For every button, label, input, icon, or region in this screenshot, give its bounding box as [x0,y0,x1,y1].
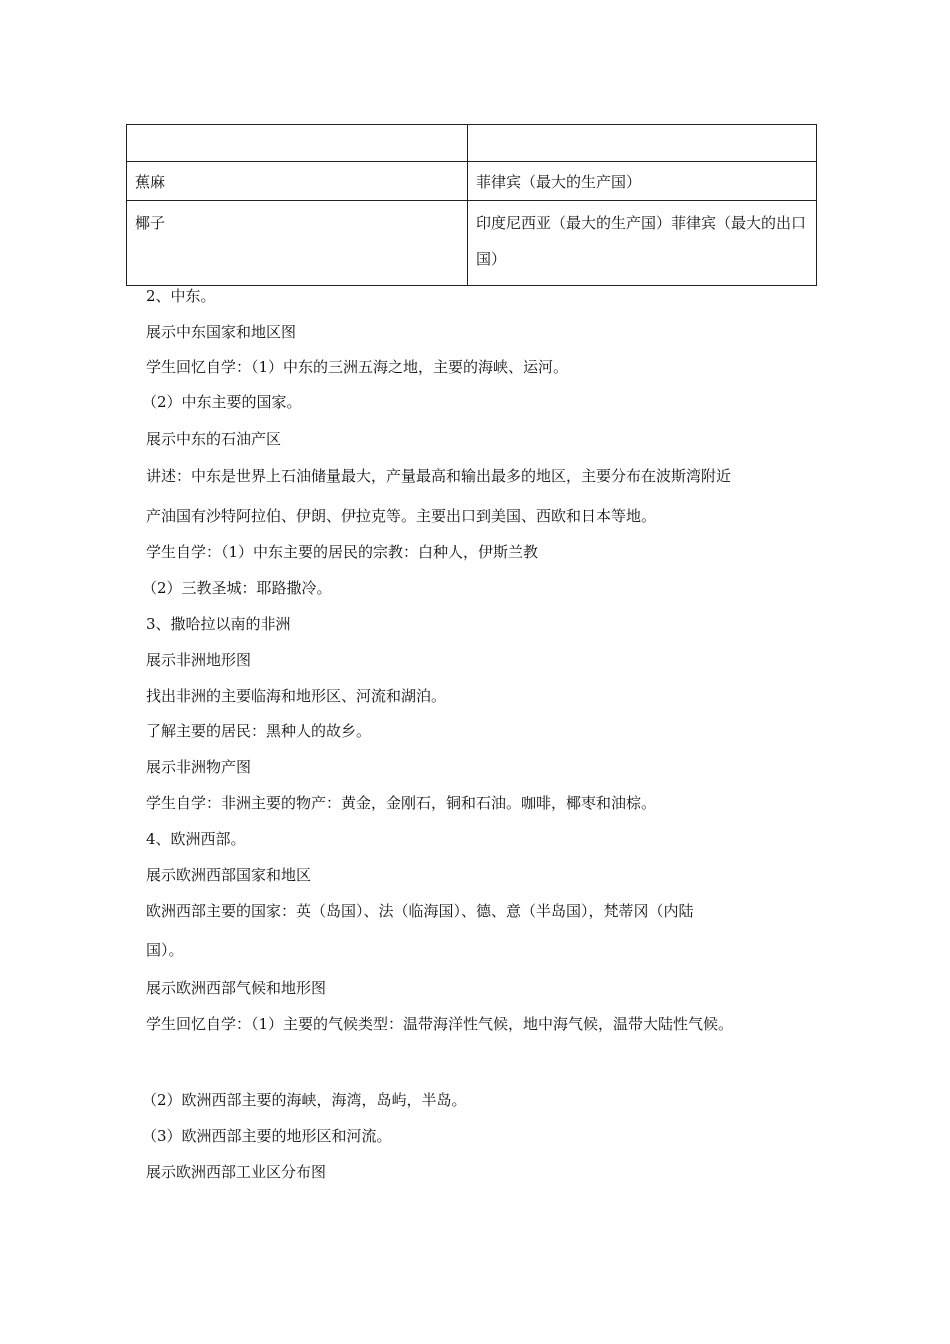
table-row [127,201,817,286]
paragraph-line: （2）三教圣城：耶路撒冷。 [142,579,332,597]
table-cell-country: 印度尼西亚（最大的生产国）菲律宾（最大的出口国） [468,201,817,286]
paragraph-line: （2）中东主要的国家。 [142,393,302,411]
paragraph-line: 找出非洲的主要临海和地形区、河流和湖泊。 [146,687,447,705]
table-row [127,125,817,162]
table-cell-crop: 蕉麻 [127,162,468,201]
paragraph-line: 展示欧洲西部工业区分布图 [146,1163,327,1181]
paragraph-line: 展示欧洲西部国家和地区 [146,866,312,884]
table-row [127,162,817,201]
paragraph-line: 展示非洲地形图 [146,651,252,669]
paragraph-line: 学生回忆自学：（1）主要的气候类型：温带海洋性气候，地中海气候，温带大陆性气候。 [146,1015,734,1033]
table-cell-country: 菲律宾（最大的生产国） [468,162,817,201]
paragraph-line: 学生回忆自学：（1）中东的三洲五海之地，主要的海峡、运河。 [146,358,569,376]
paragraph-line: 展示中东国家和地区图 [146,323,297,341]
section-heading-africa: 3、撒哈拉以南的非洲 [146,615,291,633]
paragraph-line: （2）欧洲西部主要的海峡，海湾，岛屿，半岛。 [142,1091,467,1109]
paragraph-line: 欧洲西部主要的国家：英（岛国）、法（临海国）、德、意（半岛国），梵蒂冈（内陆 [146,902,694,920]
paragraph-line: （3）欧洲西部主要的地形区和河流。 [142,1127,392,1145]
paragraph-line: 产油国有沙特阿拉伯、伊朗、伊拉克等。主要出口到美国、西欧和日本等地。 [146,507,657,525]
section-heading-western-europe: 4、欧洲西部。 [146,830,246,848]
paragraph-line: 国）。 [146,941,184,959]
paragraph-line: 展示欧洲西部气候和地形图 [146,979,327,997]
section-heading-middle-east: 2、中东。 [146,287,216,305]
table-cell-crop: 椰子 [127,201,468,286]
crop-table [126,124,817,286]
paragraph-line: 学生自学：非洲主要的物产：黄金，金刚石，铜和石油。咖啡，椰枣和油棕。 [146,794,657,812]
paragraph-line: 了解主要的居民：黑种人的故乡。 [146,722,372,740]
paragraph-line: 展示非洲物产图 [146,758,252,776]
paragraph-line: 讲述：中东是世界上石油储量最大，产量最高和输出最多的地区，主要分布在波斯湾附近 [146,467,732,485]
paragraph-line: 学生自学：（1）中东主要的居民的宗教：白种人，伊斯兰教 [146,543,539,561]
table-cell [127,125,468,162]
table-cell [468,125,817,162]
paragraph-line: 展示中东的石油产区 [146,430,282,448]
